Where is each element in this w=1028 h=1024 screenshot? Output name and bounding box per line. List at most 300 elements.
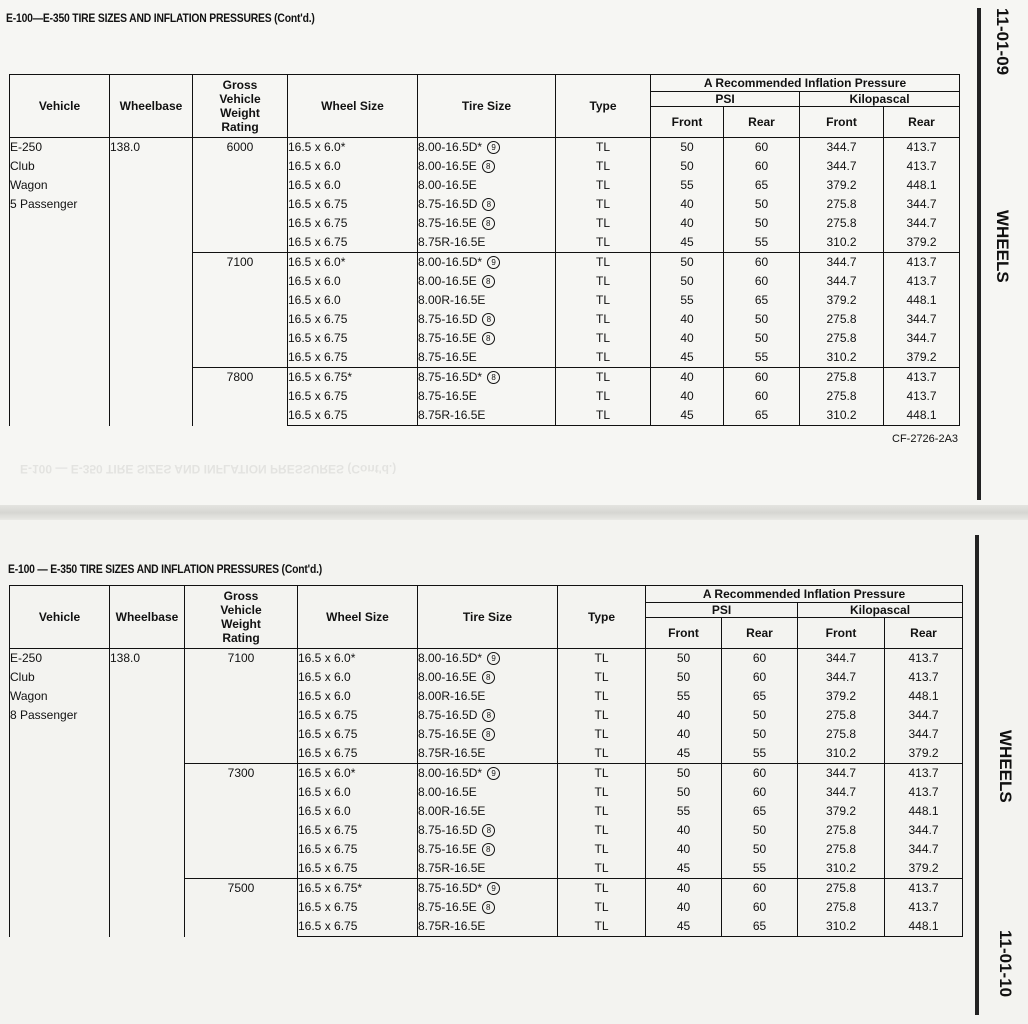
psi-rear-cell: 50 bbox=[724, 329, 800, 348]
tire-size-cell bbox=[418, 310, 556, 329]
footnote-marker: 8 bbox=[482, 728, 495, 741]
page-number: 11-01-09 bbox=[993, 8, 1012, 76]
kpa-front-cell: 275.8 bbox=[798, 725, 885, 744]
psi-rear-cell: 65 bbox=[724, 291, 800, 310]
psi-rear-cell: 55 bbox=[722, 859, 798, 879]
footnote-marker: 8 bbox=[482, 332, 495, 345]
kpa-rear-cell: 344.7 bbox=[884, 195, 960, 214]
psi-rear-cell: 50 bbox=[724, 310, 800, 329]
header-kilopascal: Kilopascal bbox=[798, 603, 963, 618]
book-gutter bbox=[0, 505, 1028, 520]
kpa-rear-cell: 344.7 bbox=[885, 821, 963, 840]
wheel-size-cell: 16.5 x 6.0 bbox=[298, 802, 418, 821]
kpa-rear-cell: 413.7 bbox=[885, 898, 963, 917]
tire-size-cell bbox=[418, 783, 558, 802]
psi-front-cell: 40 bbox=[646, 725, 722, 744]
tire-size: 8.00-16.5D* bbox=[418, 140, 483, 154]
kpa-rear-cell: 413.7 bbox=[884, 368, 960, 388]
psi-rear-cell: 60 bbox=[724, 138, 800, 158]
wheel-size-cell: 16.5 x 6.75 bbox=[298, 821, 418, 840]
header-pressure: A Recommended Inflation Pressure bbox=[646, 586, 963, 603]
kpa-front-cell: 379.2 bbox=[800, 291, 884, 310]
psi-rear-cell: 50 bbox=[722, 706, 798, 725]
header-kpa-rear: Rear bbox=[885, 618, 963, 649]
wheelbase-cell: 138.0 bbox=[110, 138, 193, 426]
page-11-01-10 bbox=[0, 520, 1028, 1024]
kpa-front-cell: 310.2 bbox=[798, 859, 885, 879]
vehicle-line: Wagon bbox=[10, 689, 48, 703]
psi-rear-cell: 60 bbox=[724, 387, 800, 406]
kpa-front-cell: 344.7 bbox=[798, 783, 885, 802]
header-psi-rear: Rear bbox=[724, 107, 800, 138]
wheel-size-cell: 16.5 x 6.75* bbox=[298, 879, 418, 899]
tire-size: 8.75-16.5E bbox=[418, 900, 477, 914]
tire-size-cell bbox=[418, 725, 558, 744]
psi-front-cell: 55 bbox=[651, 176, 724, 195]
wheel-size-cell: 16.5 x 6.75* bbox=[288, 368, 418, 388]
tire-size: 8.75-16.5E bbox=[418, 216, 477, 230]
wheel-size-cell: 16.5 x 6.75 bbox=[288, 329, 418, 348]
kpa-front-cell: 310.2 bbox=[798, 917, 885, 937]
psi-rear-cell: 50 bbox=[722, 725, 798, 744]
type-cell: TL bbox=[556, 157, 651, 176]
footnote-marker: 9 bbox=[487, 767, 500, 780]
kpa-rear-cell: 413.7 bbox=[885, 649, 963, 669]
type-cell: TL bbox=[558, 744, 646, 764]
type-cell: TL bbox=[556, 406, 651, 426]
kpa-front-cell: 275.8 bbox=[798, 879, 885, 899]
page-number: 11-01-10 bbox=[996, 930, 1015, 998]
kpa-front-cell: 344.7 bbox=[798, 668, 885, 687]
psi-front-cell: 50 bbox=[646, 649, 722, 669]
psi-rear-cell: 60 bbox=[722, 898, 798, 917]
type-cell: TL bbox=[556, 195, 651, 214]
tire-size: 8.75-16.5D* bbox=[418, 881, 483, 895]
kpa-front-cell: 275.8 bbox=[798, 706, 885, 725]
psi-rear-cell: 65 bbox=[722, 917, 798, 937]
type-cell: TL bbox=[556, 368, 651, 388]
header-tire-size: Tire Size bbox=[418, 75, 556, 138]
psi-rear-cell: 50 bbox=[724, 214, 800, 233]
footnote-marker: 8 bbox=[482, 160, 495, 173]
kpa-front-cell: 275.8 bbox=[800, 387, 884, 406]
kpa-rear-cell: 413.7 bbox=[885, 764, 963, 784]
footnote-marker: 8 bbox=[482, 843, 495, 856]
wheel-size-cell: 16.5 x 6.0 bbox=[288, 272, 418, 291]
tire-size: 8.75-16.5E bbox=[418, 842, 477, 856]
wheel-size-cell: 16.5 x 6.75 bbox=[288, 214, 418, 233]
tire-size: 8.00R-16.5E bbox=[418, 293, 486, 307]
vehicle-line: 8 Passenger bbox=[10, 708, 78, 722]
table-row bbox=[10, 138, 960, 158]
wheel-size-cell: 16.5 x 6.75 bbox=[288, 387, 418, 406]
kpa-rear-cell: 379.2 bbox=[885, 859, 963, 879]
kpa-rear-cell: 413.7 bbox=[885, 783, 963, 802]
wheel-size-cell: 16.5 x 6.75 bbox=[288, 348, 418, 368]
psi-front-cell: 50 bbox=[651, 138, 724, 158]
psi-rear-cell: 60 bbox=[722, 649, 798, 669]
tire-size-cell bbox=[418, 917, 558, 937]
tire-size: 8.00-16.5E bbox=[418, 159, 477, 173]
wheel-size-cell: 16.5 x 6.0 bbox=[288, 157, 418, 176]
wheel-size-cell: 16.5 x 6.75 bbox=[288, 233, 418, 253]
tire-size: 8.00-16.5E bbox=[418, 274, 477, 288]
psi-front-cell: 50 bbox=[646, 783, 722, 802]
gvwr-cell: 7100 bbox=[193, 253, 288, 368]
tire-size: 8.00R-16.5E bbox=[418, 804, 486, 818]
type-cell: TL bbox=[556, 138, 651, 158]
kpa-rear-cell: 413.7 bbox=[885, 668, 963, 687]
wheel-size-cell: 16.5 x 6.75 bbox=[298, 706, 418, 725]
footnote-marker: 8 bbox=[482, 824, 495, 837]
tire-size: 8.00R-16.5E bbox=[418, 689, 486, 703]
psi-rear-cell: 60 bbox=[724, 253, 800, 273]
kpa-rear-cell: 413.7 bbox=[884, 157, 960, 176]
section-label: WHEELS bbox=[993, 210, 1012, 283]
header-psi-front: Front bbox=[646, 618, 722, 649]
kpa-front-cell: 275.8 bbox=[800, 368, 884, 388]
tire-size: 8.75-16.5E bbox=[418, 727, 477, 741]
psi-front-cell: 50 bbox=[646, 764, 722, 784]
type-cell: TL bbox=[558, 821, 646, 840]
vehicle-line: Wagon bbox=[10, 178, 48, 192]
psi-front-cell: 50 bbox=[651, 272, 724, 291]
footnote-marker: 9 bbox=[487, 141, 500, 154]
header-type: Type bbox=[558, 586, 646, 649]
tire-size-cell bbox=[418, 253, 556, 273]
wheel-size-cell: 16.5 x 6.75 bbox=[298, 898, 418, 917]
wheel-size-cell: 16.5 x 6.75 bbox=[288, 310, 418, 329]
footnote-marker: 8 bbox=[482, 313, 495, 326]
tire-pressure-table bbox=[9, 585, 963, 937]
tire-size-cell bbox=[418, 176, 556, 195]
tire-size: 8.00-16.5D* bbox=[418, 255, 483, 269]
psi-rear-cell: 50 bbox=[724, 195, 800, 214]
wheel-size-cell: 16.5 x 6.75 bbox=[298, 859, 418, 879]
tire-size: 8.75R-16.5E bbox=[418, 746, 486, 760]
tire-size-cell bbox=[418, 368, 556, 388]
footnote-marker: 9 bbox=[487, 256, 500, 269]
wheel-size-cell: 16.5 x 6.0* bbox=[298, 649, 418, 669]
tire-size-cell bbox=[418, 329, 556, 348]
wheel-size-cell: 16.5 x 6.75 bbox=[298, 917, 418, 937]
wheel-size-cell: 16.5 x 6.75 bbox=[298, 725, 418, 744]
psi-rear-cell: 60 bbox=[722, 879, 798, 899]
header-type: Type bbox=[556, 75, 651, 138]
tire-size: 8.75-16.5E bbox=[418, 350, 477, 364]
type-cell: TL bbox=[558, 898, 646, 917]
tire-size: 8.00-16.5D* bbox=[418, 651, 483, 665]
kpa-front-cell: 275.8 bbox=[798, 898, 885, 917]
wheel-size-cell: 16.5 x 6.0 bbox=[298, 783, 418, 802]
psi-front-cell: 40 bbox=[651, 387, 724, 406]
table-title: E-100 — E-350 TIRE SIZES AND INFLATION PRESSURES (Cont'd.) bbox=[8, 564, 323, 576]
tire-size-cell bbox=[418, 821, 558, 840]
tire-size: 8.75R-16.5E bbox=[418, 235, 486, 249]
header-psi-front: Front bbox=[651, 107, 724, 138]
type-cell: TL bbox=[558, 802, 646, 821]
wheel-size-cell: 16.5 x 6.0 bbox=[288, 176, 418, 195]
tire-size-cell bbox=[418, 214, 556, 233]
tire-size: 8.75R-16.5E bbox=[418, 408, 486, 422]
psi-front-cell: 40 bbox=[651, 214, 724, 233]
type-cell: TL bbox=[558, 917, 646, 937]
tire-size: 8.75-16.5E bbox=[418, 331, 477, 345]
psi-front-cell: 40 bbox=[651, 368, 724, 388]
header-kilopascal: Kilopascal bbox=[800, 92, 960, 107]
wheel-size-cell: 16.5 x 6.0 bbox=[298, 668, 418, 687]
vehicle-cell bbox=[10, 649, 110, 937]
vehicle-line: Club bbox=[10, 159, 35, 173]
header-kpa-front: Front bbox=[798, 618, 885, 649]
gvwr-cell: 7800 bbox=[193, 368, 288, 426]
tire-size-cell bbox=[418, 706, 558, 725]
wheel-size-cell: 16.5 x 6.0* bbox=[298, 764, 418, 784]
type-cell: TL bbox=[556, 272, 651, 291]
gvwr-cell: 7300 bbox=[185, 764, 298, 879]
type-cell: TL bbox=[558, 706, 646, 725]
wheel-size-cell: 16.5 x 6.0 bbox=[298, 687, 418, 706]
header-tire-size: Tire Size bbox=[418, 586, 558, 649]
type-cell: TL bbox=[556, 233, 651, 253]
kpa-front-cell: 275.8 bbox=[800, 310, 884, 329]
type-cell: TL bbox=[556, 329, 651, 348]
type-cell: TL bbox=[556, 291, 651, 310]
footnote-marker: 8 bbox=[482, 217, 495, 230]
type-cell: TL bbox=[556, 348, 651, 368]
psi-rear-cell: 55 bbox=[724, 348, 800, 368]
type-cell: TL bbox=[556, 253, 651, 273]
vehicle-line: E-250 bbox=[10, 651, 43, 665]
tire-size-cell bbox=[418, 802, 558, 821]
table-row bbox=[10, 649, 963, 669]
wheel-size-cell: 16.5 x 6.75 bbox=[298, 744, 418, 764]
gvwr-cell: 7100 bbox=[185, 649, 298, 764]
wheel-size-cell: 16.5 x 6.0* bbox=[288, 138, 418, 158]
footnote-marker: 8 bbox=[482, 198, 495, 211]
psi-front-cell: 45 bbox=[646, 744, 722, 764]
tire-size-cell bbox=[418, 898, 558, 917]
psi-rear-cell: 65 bbox=[722, 802, 798, 821]
footnote-marker: 8 bbox=[482, 275, 495, 288]
tire-size: 8.75-16.5D bbox=[418, 708, 478, 722]
type-cell: TL bbox=[558, 879, 646, 899]
kpa-front-cell: 379.2 bbox=[798, 687, 885, 706]
kpa-rear-cell: 448.1 bbox=[884, 406, 960, 426]
type-cell: TL bbox=[558, 668, 646, 687]
psi-front-cell: 40 bbox=[651, 195, 724, 214]
type-cell: TL bbox=[558, 859, 646, 879]
header-psi: PSI bbox=[651, 92, 800, 107]
kpa-rear-cell: 344.7 bbox=[885, 725, 963, 744]
psi-rear-cell: 55 bbox=[722, 744, 798, 764]
psi-rear-cell: 65 bbox=[724, 406, 800, 426]
tire-size: 8.00-16.5D* bbox=[418, 766, 483, 780]
tire-size-cell bbox=[418, 859, 558, 879]
kpa-front-cell: 275.8 bbox=[798, 840, 885, 859]
tire-size: 8.75-16.5D* bbox=[418, 370, 483, 384]
tire-size-cell bbox=[418, 744, 558, 764]
footnote-marker: 8 bbox=[487, 371, 500, 384]
wheel-size-cell: 16.5 x 6.75 bbox=[288, 195, 418, 214]
psi-front-cell: 40 bbox=[651, 310, 724, 329]
tire-size: 8.00-16.5E bbox=[418, 178, 477, 192]
header-pressure: A Recommended Inflation Pressure bbox=[651, 75, 960, 92]
section-label: WHEELS bbox=[996, 730, 1015, 803]
header-psi: PSI bbox=[646, 603, 798, 618]
tire-size-cell bbox=[418, 840, 558, 859]
header-wheel-size: Wheel Size bbox=[298, 586, 418, 649]
figure-id: CF-2726-2A3 bbox=[892, 433, 959, 445]
footnote-marker: 9 bbox=[487, 882, 500, 895]
tire-size-cell bbox=[418, 291, 556, 310]
tire-size: 8.00-16.5E bbox=[418, 785, 477, 799]
tire-size-cell bbox=[418, 687, 558, 706]
tire-size: 8.75-16.5E bbox=[418, 389, 477, 403]
psi-rear-cell: 65 bbox=[724, 176, 800, 195]
type-cell: TL bbox=[558, 725, 646, 744]
tire-size: 8.75-16.5D bbox=[418, 823, 478, 837]
header-gvwr: Gross Vehicle Weight Rating bbox=[185, 586, 298, 649]
psi-rear-cell: 50 bbox=[722, 840, 798, 859]
footnote-marker: 8 bbox=[482, 671, 495, 684]
type-cell: TL bbox=[558, 764, 646, 784]
header-vehicle: Vehicle bbox=[10, 586, 110, 649]
psi-front-cell: 45 bbox=[651, 233, 724, 253]
psi-front-cell: 45 bbox=[651, 348, 724, 368]
kpa-rear-cell: 379.2 bbox=[885, 744, 963, 764]
kpa-front-cell: 275.8 bbox=[800, 195, 884, 214]
psi-front-cell: 45 bbox=[646, 859, 722, 879]
header-wheelbase: Wheelbase bbox=[110, 586, 185, 649]
type-cell: TL bbox=[556, 387, 651, 406]
type-cell: TL bbox=[556, 214, 651, 233]
header-wheel-size: Wheel Size bbox=[288, 75, 418, 138]
header-gvwr: Gross Vehicle Weight Rating bbox=[193, 75, 288, 138]
tire-size-cell bbox=[418, 668, 558, 687]
psi-rear-cell: 60 bbox=[722, 764, 798, 784]
psi-rear-cell: 60 bbox=[722, 668, 798, 687]
tire-size-cell bbox=[418, 649, 558, 669]
psi-front-cell: 55 bbox=[651, 291, 724, 310]
kpa-rear-cell: 344.7 bbox=[885, 840, 963, 859]
kpa-front-cell: 310.2 bbox=[800, 348, 884, 368]
kpa-front-cell: 344.7 bbox=[798, 649, 885, 669]
kpa-rear-cell: 413.7 bbox=[884, 272, 960, 291]
footnote-marker: 9 bbox=[487, 652, 500, 665]
type-cell: TL bbox=[556, 176, 651, 195]
tire-size-cell bbox=[418, 879, 558, 899]
psi-front-cell: 55 bbox=[646, 687, 722, 706]
kpa-front-cell: 379.2 bbox=[798, 802, 885, 821]
wheel-size-cell: 16.5 x 6.75 bbox=[298, 840, 418, 859]
tire-size-cell bbox=[418, 387, 556, 406]
psi-rear-cell: 60 bbox=[724, 272, 800, 291]
kpa-rear-cell: 413.7 bbox=[884, 253, 960, 273]
kpa-rear-cell: 344.7 bbox=[885, 706, 963, 725]
psi-front-cell: 50 bbox=[651, 157, 724, 176]
kpa-front-cell: 344.7 bbox=[800, 272, 884, 291]
tire-size: 8.75-16.5D bbox=[418, 312, 478, 326]
psi-rear-cell: 60 bbox=[722, 783, 798, 802]
psi-front-cell: 50 bbox=[646, 668, 722, 687]
kpa-front-cell: 275.8 bbox=[800, 214, 884, 233]
kpa-rear-cell: 344.7 bbox=[884, 214, 960, 233]
kpa-front-cell: 310.2 bbox=[800, 406, 884, 426]
header-kpa-front: Front bbox=[800, 107, 884, 138]
kpa-front-cell: 275.8 bbox=[798, 821, 885, 840]
footnote-marker: 8 bbox=[482, 709, 495, 722]
type-cell: TL bbox=[558, 649, 646, 669]
tire-size: 8.00-16.5E bbox=[418, 670, 477, 684]
header-psi-rear: Rear bbox=[722, 618, 798, 649]
type-cell: TL bbox=[558, 783, 646, 802]
tire-size: 8.75-16.5D bbox=[418, 197, 478, 211]
kpa-front-cell: 310.2 bbox=[798, 744, 885, 764]
header-kpa-rear: Rear bbox=[884, 107, 960, 138]
kpa-rear-cell: 413.7 bbox=[884, 387, 960, 406]
kpa-front-cell: 310.2 bbox=[800, 233, 884, 253]
psi-front-cell: 40 bbox=[646, 840, 722, 859]
psi-front-cell: 40 bbox=[651, 329, 724, 348]
tire-size: 8.75R-16.5E bbox=[418, 919, 486, 933]
kpa-rear-cell: 448.1 bbox=[885, 917, 963, 937]
kpa-rear-cell: 344.7 bbox=[884, 329, 960, 348]
kpa-front-cell: 275.8 bbox=[800, 329, 884, 348]
tire-size-cell bbox=[418, 157, 556, 176]
kpa-rear-cell: 344.7 bbox=[884, 310, 960, 329]
vehicle-line: Club bbox=[10, 670, 35, 684]
kpa-rear-cell: 379.2 bbox=[884, 233, 960, 253]
kpa-front-cell: 344.7 bbox=[800, 138, 884, 158]
tire-size-cell bbox=[418, 272, 556, 291]
psi-front-cell: 40 bbox=[646, 706, 722, 725]
kpa-front-cell: 344.7 bbox=[800, 157, 884, 176]
psi-front-cell: 55 bbox=[646, 802, 722, 821]
type-cell: TL bbox=[558, 687, 646, 706]
psi-rear-cell: 50 bbox=[722, 821, 798, 840]
kpa-front-cell: 344.7 bbox=[800, 253, 884, 273]
psi-rear-cell: 65 bbox=[722, 687, 798, 706]
tire-size-cell bbox=[418, 138, 556, 158]
tire-size: 8.75R-16.5E bbox=[418, 861, 486, 875]
kpa-rear-cell: 413.7 bbox=[884, 138, 960, 158]
type-cell: TL bbox=[558, 840, 646, 859]
kpa-rear-cell: 448.1 bbox=[885, 802, 963, 821]
kpa-rear-cell: 448.1 bbox=[884, 291, 960, 310]
footnote-marker: 8 bbox=[482, 901, 495, 914]
tire-size-cell bbox=[418, 195, 556, 214]
psi-front-cell: 45 bbox=[646, 917, 722, 937]
vehicle-line: 5 Passenger bbox=[10, 197, 78, 211]
tire-size-cell bbox=[418, 764, 558, 784]
psi-rear-cell: 60 bbox=[724, 157, 800, 176]
wheel-size-cell: 16.5 x 6.0 bbox=[288, 291, 418, 310]
wheel-size-cell: 16.5 x 6.75 bbox=[288, 406, 418, 426]
psi-rear-cell: 60 bbox=[724, 368, 800, 388]
vehicle-cell bbox=[10, 138, 110, 426]
psi-front-cell: 40 bbox=[646, 898, 722, 917]
kpa-front-cell: 379.2 bbox=[800, 176, 884, 195]
vehicle-line: E-250 bbox=[10, 140, 43, 154]
wheel-size-cell: 16.5 x 6.0* bbox=[288, 253, 418, 273]
wheelbase-cell: 138.0 bbox=[110, 649, 185, 937]
psi-rear-cell: 55 bbox=[724, 233, 800, 253]
kpa-rear-cell: 413.7 bbox=[885, 879, 963, 899]
gvwr-cell: 7500 bbox=[185, 879, 298, 937]
header-wheelbase: Wheelbase bbox=[110, 75, 193, 138]
type-cell: TL bbox=[556, 310, 651, 329]
